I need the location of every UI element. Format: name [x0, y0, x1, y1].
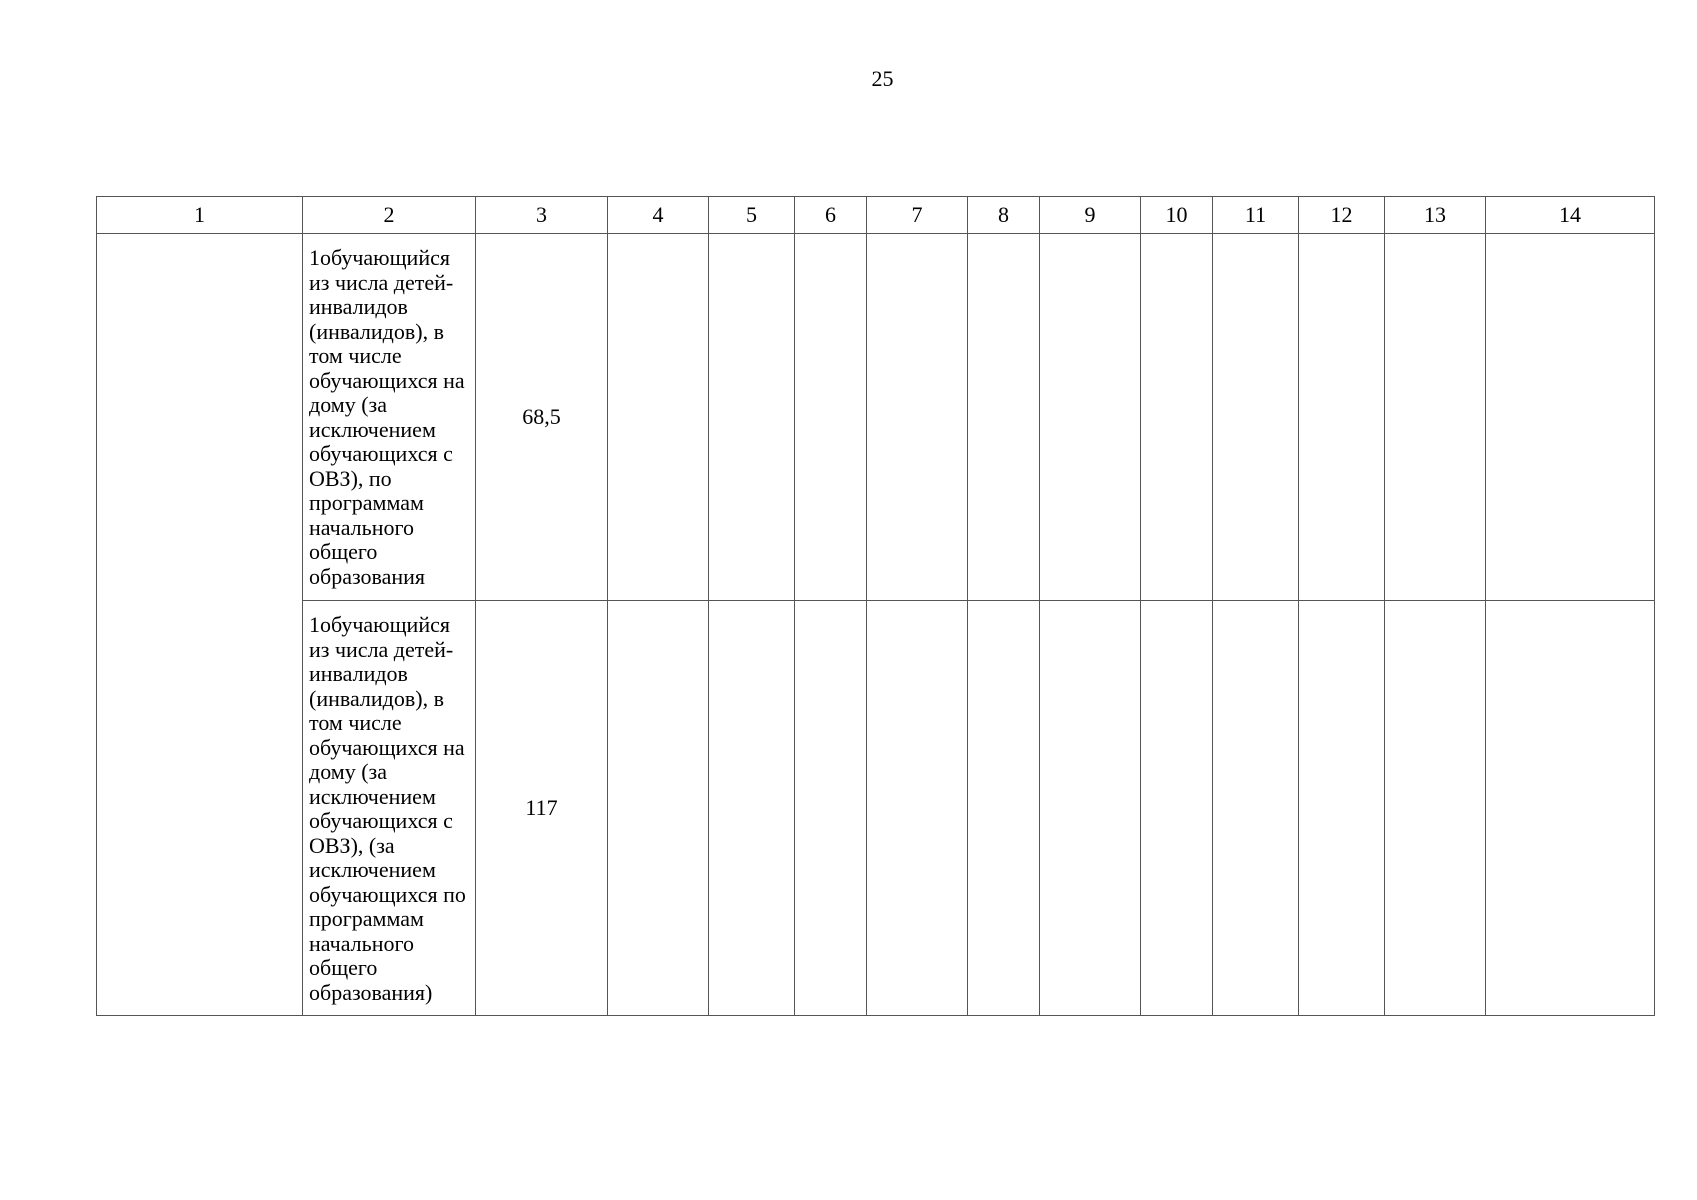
empty-cell	[1213, 601, 1299, 1016]
column-header: 14	[1486, 197, 1655, 234]
column-header: 8	[968, 197, 1040, 234]
empty-cell	[1141, 601, 1213, 1016]
page-number: 25	[871, 66, 894, 91]
empty-cell	[1141, 234, 1213, 601]
table-row	[97, 234, 1655, 601]
empty-cell	[795, 601, 867, 1016]
empty-cell	[1040, 601, 1141, 1016]
column-header: 10	[1141, 197, 1213, 234]
column-header: 9	[1040, 197, 1141, 234]
empty-cell	[1299, 234, 1385, 601]
empty-cell	[1486, 601, 1655, 1016]
column-header: 2	[303, 197, 476, 234]
table-row	[97, 601, 1655, 1016]
column-header: 5	[709, 197, 795, 234]
empty-cell	[968, 601, 1040, 1016]
column-header: 13	[1385, 197, 1486, 234]
empty-cell	[1299, 601, 1385, 1016]
column-header: 4	[608, 197, 709, 234]
empty-cell	[1486, 234, 1655, 601]
empty-cell	[709, 601, 795, 1016]
value-cell: 117	[476, 601, 608, 1016]
empty-cell	[1040, 234, 1141, 601]
empty-cell	[1213, 234, 1299, 601]
description-cell: 1обучающийся из числа детей-инвалидов (инвалидов), в том числе обучающихся на дому (за исключением обучающихся с ОВЗ), по программам начального общего образования	[303, 234, 476, 601]
data-table	[96, 196, 1655, 1016]
empty-cell	[867, 601, 968, 1016]
column-header: 6	[795, 197, 867, 234]
empty-cell	[795, 234, 867, 601]
empty-cell	[867, 234, 968, 601]
column-number-row	[97, 197, 1655, 234]
empty-cell	[709, 234, 795, 601]
value-cell: 68,5	[476, 234, 608, 601]
column-header: 7	[867, 197, 968, 234]
column-header: 1	[97, 197, 303, 234]
column-header: 12	[1299, 197, 1385, 234]
col1-cell	[97, 234, 303, 1016]
description-cell: 1обучающийся из числа детей-инвалидов (инвалидов), в том числе обучающихся на дому (за исключением обучающихся с ОВЗ), (за исключением обучающихся по программам начального общего образования)	[303, 601, 476, 1016]
column-header: 3	[476, 197, 608, 234]
column-header: 11	[1213, 197, 1299, 234]
empty-cell	[1385, 601, 1486, 1016]
empty-cell	[968, 234, 1040, 601]
empty-cell	[608, 234, 709, 601]
empty-cell	[608, 601, 709, 1016]
empty-cell	[1385, 234, 1486, 601]
